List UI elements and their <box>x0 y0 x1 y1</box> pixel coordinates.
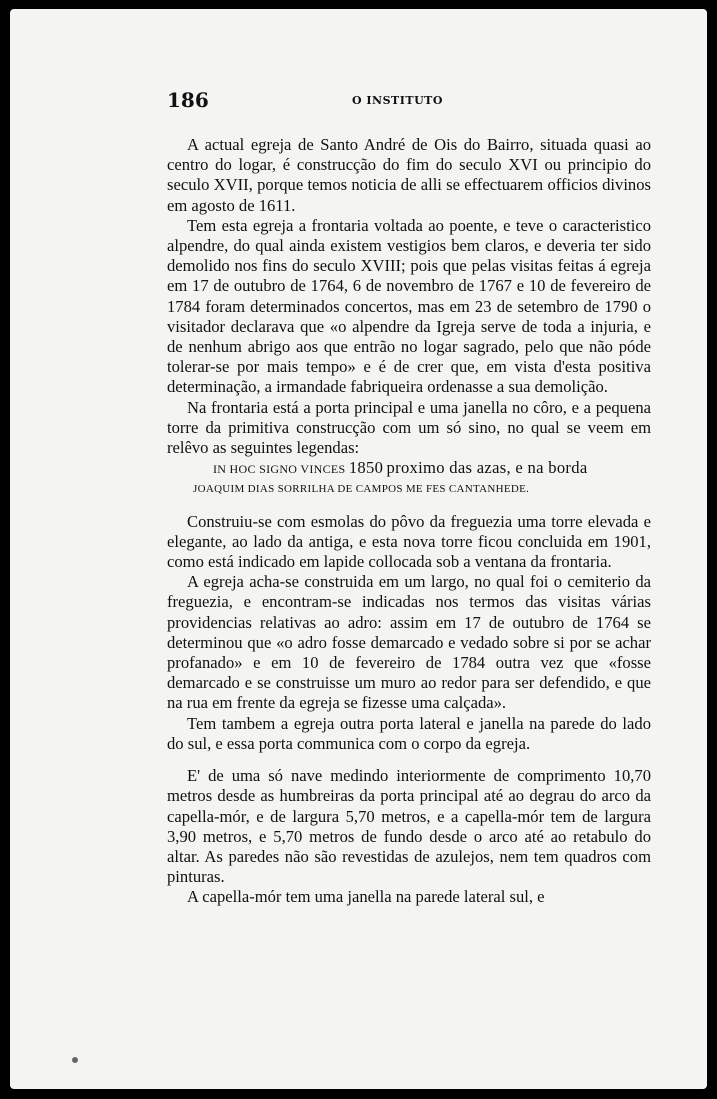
book-page <box>10 9 707 1089</box>
paragraph-1: A actual egreja de Santo André de Ois do Bairro, situada quasi ao centro do logar, é construcção do fim do seculo XVI ou principio do seculo XVII, porque temos noticia de alli se effectuarem officios divinos em agosto de 1611. <box>167 135 651 215</box>
paragraph-6: Tem tambem a egreja outra porta lateral e janella na parede do lado do sul, e essa porta communica com o corpo da egreja. <box>167 713 651 753</box>
page-header <box>167 88 651 114</box>
paragraph-5: A egreja acha-se construida em um largo, no qual foi o cemiterio da freguezia, e encontram-se indicadas nos termos das visitas várias providencias relativas ao adro: assim em 17 de outubro de 1764 se determinou que «o adro fosse demarcado e vedado sobre si por se achar profanado» e em 10 de fevereiro de 1784 outra vez que «fosse demarcado e se construisse um muro ao redor para ser defendido, e que na rua em frente da egreja se fizesse uma calçada». <box>167 572 651 713</box>
paragraph-7: E' de uma só nave medindo interiormente de comprimento 10,70 metros desde as humbreiras da porta principal até ao degrau do arco da capella-mór, e de largura 5,70 metros, e a capella-mór tem de largura 3,90 metros, e 5,70 metros de fundo desde o arco até ao retabulo do altar. As paredes não são revestidas de azulejos, nem tem quadros com pinturas. <box>167 766 651 887</box>
body-text <box>167 135 651 908</box>
inscription-motto: IN HOC SIGNO VINCES <box>213 462 346 477</box>
paragraph-8: A capella-mór tem uma janella na parede lateral sul, e <box>187 887 545 907</box>
inscription-year: 1850 <box>348 458 384 478</box>
paragraph-3: Na frontaria está a porta principal e uma janella no côro, e a pequena torre da primitiva construcção com um só sino, no qual se veem em relêvo as seguintes legendas: <box>167 397 651 458</box>
bell-inscription-line-1 <box>167 458 651 479</box>
bell-inscription-line-2: JOAQUIM DIAS SORRILHA DE CAMPOS ME FES CANTANHEDE. <box>193 483 530 496</box>
inscription-continuation: proximo das azas, e na borda <box>386 458 588 478</box>
ink-spot <box>72 1057 78 1063</box>
page-number: 186 <box>167 88 209 112</box>
paragraph-2: Tem esta egreja a frontaria voltada ao poente, e teve o caracteristico alpendre, do qual ainda existem vestigios bem claros, e deveria ter sido demolido nos fins do seculo XVIII; pois que pelas visitas feitas á egreja em 17 de outubro de 1764, 6 de novembro de 1767 e 10 de fevereiro de 1784 foram determinados concertos, mas em 23 de setembro de 1790 o visitador declarava que «o alpendre da Igreja serve de toda a injuria, e de nenhum abrigo aos que entrão no logar sagrado, pelo que não póde tolerar-se por mais tempo» e é de crer que, em vista d'esta positiva determinação, a irmandade fabriqueira ordenasse a sua demolição. <box>167 215 651 397</box>
running-title: O INSTITUTO <box>352 94 443 107</box>
paragraph-4: Construiu-se com esmolas do pôvo da freguezia uma torre elevada e elegante, ao lado da antiga, e esta nova torre ficou concluida em 1901, como está indicado em lapide collocada sob a ventana da frontaria. <box>167 511 651 572</box>
